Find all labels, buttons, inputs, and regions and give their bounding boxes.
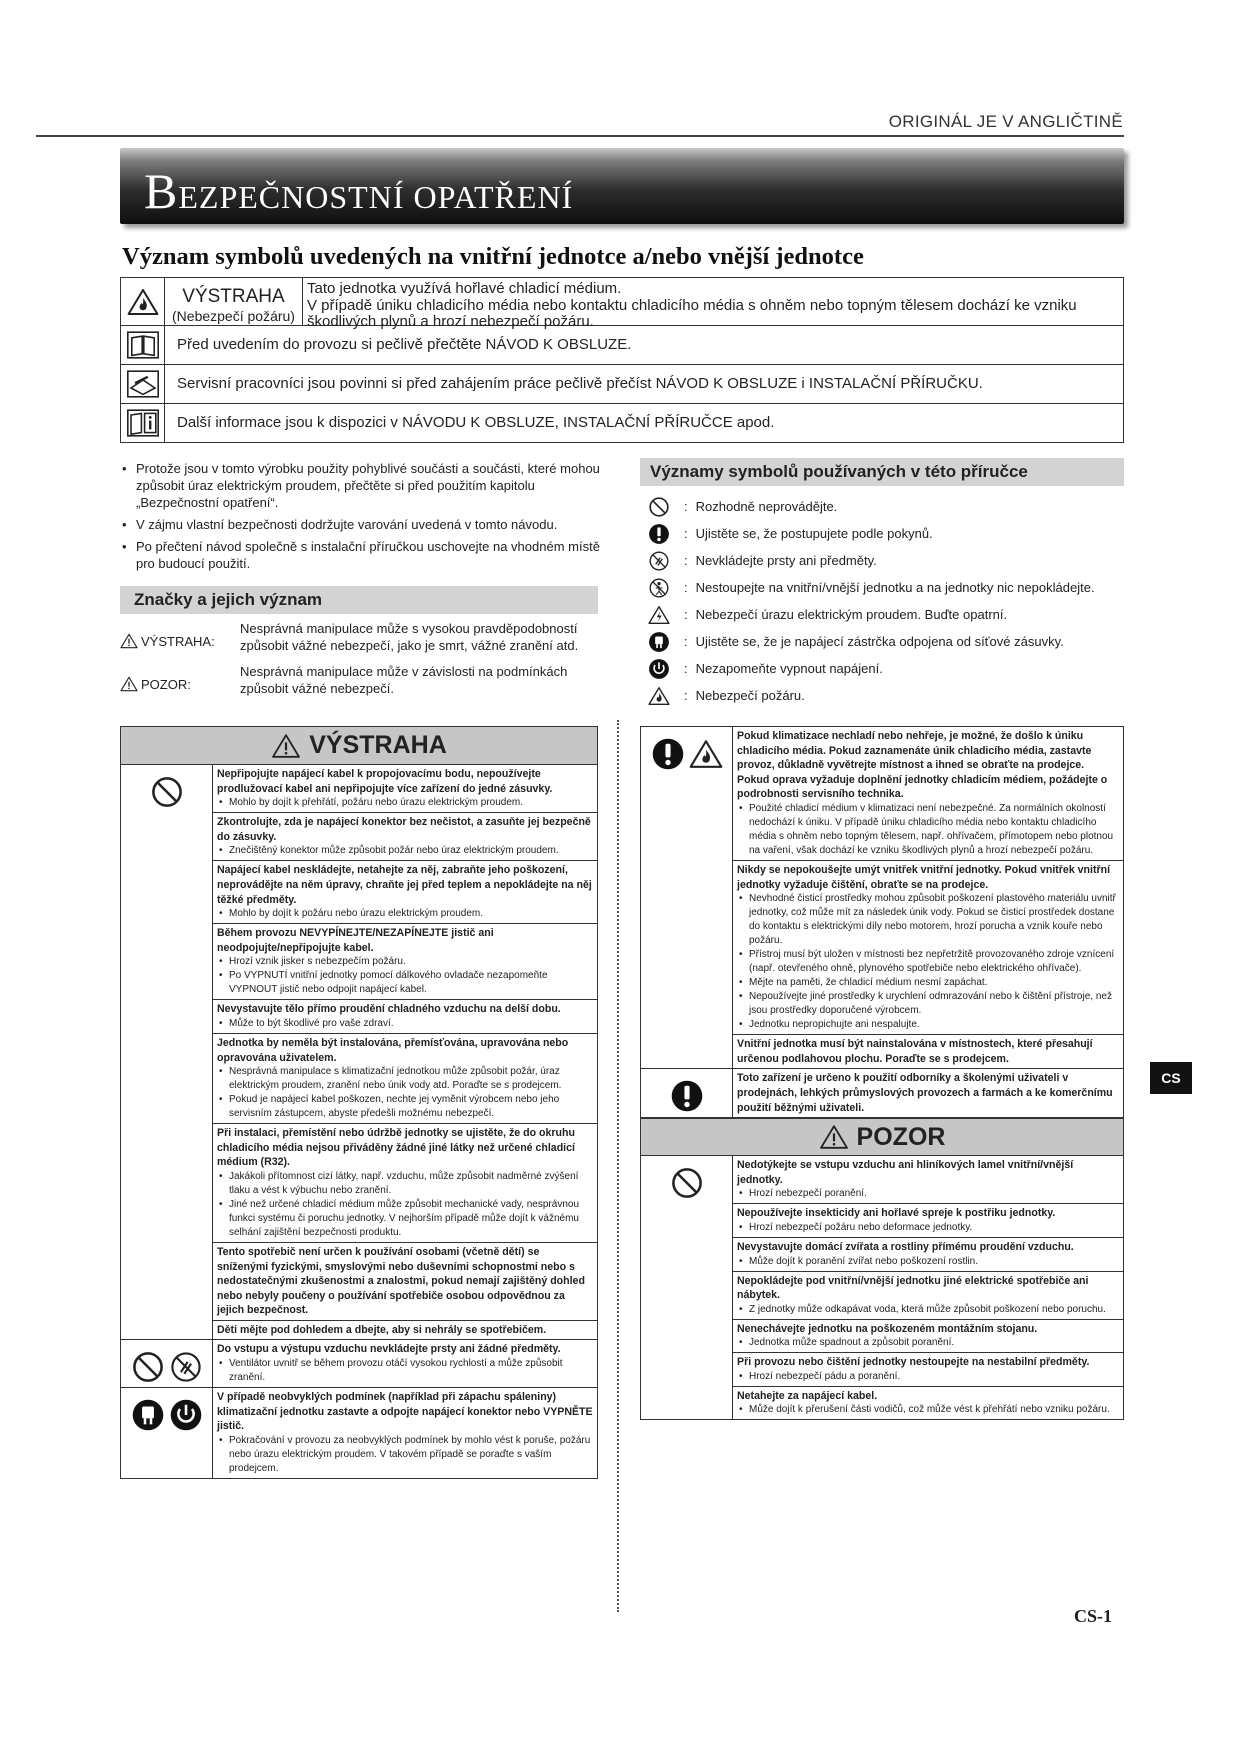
safety-item-title: Tento spotřebič není určen k používání osobami (včetně dětí) se sníženými fyzickými, smyslovými nebo duševními schopnostmi nebo s nedostatečnými zkušenostmi a znalostmi, pokud nemají zajištěný dohled nebo nebyly poučeny o používání spotřebiče osobou odpovědnou za jejich bezpečnost. bbox=[217, 1245, 585, 1317]
safety-item bbox=[213, 765, 597, 813]
symbols-row-text: Servisní pracovníci jsou povinni si před zahájením práce pečlivě přečíst NÁVOD K OBSLUZE i INSTALAČNÍ PŘÍRUČKU. bbox=[177, 375, 983, 392]
electric-shock-icon bbox=[648, 604, 670, 626]
meanings-list bbox=[648, 493, 1128, 709]
mark-row-caution bbox=[120, 663, 600, 697]
meaning-row: : Nebezpečí úrazu elektrickým proudem. Buďte opatrní. bbox=[648, 601, 1128, 628]
mark-label bbox=[120, 620, 240, 654]
safety-item-title: Nikdy se nepokoušejte umýt vnitřek vnitřní jednotky. Pokud vnitřek vnitřní jednotky vyžaduje čištění, obraťte se na prodejce. bbox=[737, 863, 1111, 891]
safety-item-bullet: • Jednotka může spadnout a způsobit poranění. bbox=[737, 1336, 1119, 1350]
safety-item-title: Nenechávejte jednotku na poškozeném montážním stojanu. bbox=[737, 1322, 1038, 1335]
safety-item-bullet: • Nevhodné čisticí prostředky mohou způsobit poškození plastového materiálu uvnitř jednotky, což může mít za následek únik vody. Pokud se čisticí prostředek dostane do kontaktu s elektrickými díly nebo motorem, hrozí porucha a vznik kouře nebo požáru. bbox=[737, 892, 1119, 948]
mandatory-icon bbox=[648, 523, 670, 545]
safety-item-title: Při provozu nebo čištění jednotky nestoupejte na nestabilní předměty. bbox=[737, 1356, 1090, 1369]
fire-hazard-icon bbox=[689, 737, 723, 771]
warning-box-title: VÝSTRAHA bbox=[309, 731, 447, 759]
warning-group-usage bbox=[641, 1069, 1123, 1118]
group-icons bbox=[641, 1156, 733, 1419]
page-number: CS-1 bbox=[1074, 1606, 1113, 1626]
safety-item bbox=[213, 1340, 597, 1387]
warning-group-refrigerant bbox=[641, 727, 1123, 1069]
safety-item-bullet: • Může to být škodlivé pro vaše zdraví. bbox=[217, 1017, 593, 1031]
meaning-text: Nestoupejte na vnitřní/vnější jednotku a na jednotky nic nepokládejte. bbox=[695, 580, 1095, 595]
warning-box-header bbox=[121, 727, 597, 765]
safety-item bbox=[213, 1321, 597, 1340]
power-off-icon bbox=[169, 1398, 203, 1432]
safety-item bbox=[733, 1320, 1123, 1354]
list-item: • Protože jsou v tomto výrobku použity pohyblivé součásti a součásti, které mohou způsobit úraz elektrickým proudem, přečtěte si před použitím kapitolu „Bezpečnostní opatření“. bbox=[120, 460, 600, 511]
safety-item bbox=[733, 1035, 1123, 1068]
mandatory-icon bbox=[670, 1079, 704, 1113]
group-icons bbox=[121, 1340, 213, 1387]
fire-hazard-icon bbox=[121, 278, 165, 325]
safety-item-title: Nepoužívejte insekticidy ani hořlavé spreje k postřiku jednotky. bbox=[737, 1207, 1056, 1220]
title-rest: EZPEČNOSTNÍ OPATŘENÍ bbox=[178, 179, 574, 215]
safety-item-bullet: • Jakákoli přítomnost cizí látky, např. vzduchu, může způsobit nadměrné zvýšení tlaku a vést k výbuchu nebo zranění. bbox=[217, 1170, 593, 1198]
safety-item-bullet: • Může dojít k poranění zvířat nebo poškození rostlin. bbox=[737, 1255, 1119, 1269]
group-icons bbox=[121, 765, 213, 1339]
mark-desc: Nesprávná manipulace může s vysokou pravděpodobností způsobit vážné nebezpečí, jako je smrt, vážné zranění atd. bbox=[240, 621, 579, 653]
prohibited-icon bbox=[670, 1166, 704, 1200]
meaning-text: Nevkládejte prsty ani předměty. bbox=[695, 553, 877, 568]
power-off-icon bbox=[648, 658, 670, 680]
meaning-text: Nebezpečí úrazu elektrickým proudem. Buďte opatrní. bbox=[695, 607, 1008, 622]
no-fingers-icon bbox=[169, 1350, 203, 1384]
mark-label-text: VÝSTRAHA: bbox=[141, 633, 215, 649]
safety-item-title: Nevystavujte domácí zvířata a rostliny přímému proudění vzduchu. bbox=[737, 1240, 1074, 1253]
safety-item-title: Děti mějte pod dohledem a dbejte, aby si nehrály se spotřebičem. bbox=[217, 1323, 547, 1336]
safety-item-bullet: • Přístroj musí být uložen v místnosti bez nepřetržitě provozovaného zdroje vznícení (např. otevřeného ohně, plynového spotřebiče nebo elektrického ohřívače). bbox=[737, 948, 1119, 976]
symbols-row-text: Další informace jsou k dispozici v NÁVODU K OBSLUZE, INSTALAČNÍ PŘÍRUČCE apod. bbox=[177, 414, 775, 431]
safety-item bbox=[733, 861, 1123, 1035]
list-item: • Po přečtení návod společně s instalační příručkou uschovejte na vhodném místě pro budoucí použití. bbox=[120, 538, 600, 572]
safety-item-bullet: • Pokračování v provozu za neobvyklých podmínek by mohlo vést k poruše, požáru nebo úrazu elektrickým proudem. V takovém případě se poraďte s vaším prodejcem. bbox=[217, 1434, 593, 1476]
symbols-table bbox=[120, 277, 1124, 443]
safety-item bbox=[213, 1243, 597, 1321]
safety-item-title: Během provozu NEVYPÍNEJTE/NEZAPÍNEJTE jistič ani neodpojujte/nepřipojujte kabel. bbox=[217, 927, 494, 954]
warning-line: V případě úniku chladicího média nebo kontaktu chladicího média s ohněm nebo topným tělesem dochází ke vzniku bbox=[307, 296, 1077, 314]
meaning-row: : Nebezpečí požáru. bbox=[648, 682, 1128, 709]
warning-box bbox=[120, 726, 598, 1479]
unplug-icon bbox=[131, 1398, 165, 1432]
group-icons bbox=[641, 1069, 733, 1117]
no-step-icon bbox=[648, 577, 670, 599]
group-items bbox=[733, 1156, 1123, 1419]
safety-item-title: Napájecí kabel neskládejte, netahejte za něj, zabraňte jeho poškození, neprovádějte na něm úpravy, chraňte jej před teplem a nepokládejte na něj těžké předměty. bbox=[217, 864, 592, 906]
meaning-text: Nezapomeňte vypnout napájení. bbox=[695, 661, 883, 676]
safety-item bbox=[213, 1388, 597, 1478]
mandatory-icon bbox=[651, 737, 685, 771]
warning-group-abnormal bbox=[121, 1388, 597, 1478]
safety-item bbox=[213, 861, 597, 924]
group-items bbox=[213, 1340, 597, 1387]
safety-item-bullet: • Pokud je napájecí kabel poškozen, nechte jej vyměnit výrobcem nebo jeho servisním zástupcem, abyste předešli možnému nebezpečí. bbox=[217, 1093, 593, 1121]
safety-item-title: Nepokládejte pod vnitřní/vnější jednotku jiné elektrické spotřebiče ani nábytek. bbox=[737, 1274, 1089, 1302]
meanings-heading: Významy symbolů používaných v této příručce bbox=[640, 458, 1124, 486]
warning-sublabel: (Nebezpečí požáru) bbox=[172, 308, 295, 324]
safety-item-bullet: • Po VYPNUTÍ vnitřní jednotky pomocí dálkového ovladače nezapomeňte VYPNOUT jistič nebo odpojit napájecí kabel. bbox=[217, 969, 593, 997]
section-subtitle: Význam symbolů uvedených na vnitřní jednotce a/nebo vnější jednotce bbox=[122, 243, 864, 270]
meaning-row: : Nestoupejte na vnitřní/vnější jednotku a na jednotky nic nepokládejte. bbox=[648, 574, 1128, 601]
group-items bbox=[733, 727, 1123, 1068]
safety-item-bullet: • Ventilátor uvnitř se během provozu otáčí vysokou rychlostí a může způsobit zranění. bbox=[217, 1357, 593, 1385]
safety-item bbox=[733, 1156, 1123, 1204]
no-fingers-icon bbox=[648, 550, 670, 572]
safety-item-bullet: • Nesprávná manipulace s klimatizační jednotkou může způsobit požár, úraz elektrickým proudem, zranění nebo únik vody atd. Poraďte se s prodejcem. bbox=[217, 1065, 593, 1093]
info-icon bbox=[121, 404, 165, 442]
warning-group-fingers bbox=[121, 1340, 597, 1388]
warning-triangle-icon bbox=[120, 633, 138, 649]
safety-item-bullet: • Může dojít k přerušení části vodičů, což může vést k přehřátí nebo vzniku požáru. bbox=[737, 1403, 1119, 1417]
group-icons bbox=[121, 1388, 213, 1478]
warning-label: VÝSTRAHA bbox=[182, 286, 285, 307]
safety-item bbox=[213, 813, 597, 861]
warning-line: Tato jednotka využívá hořlavé chladicí médium. bbox=[307, 280, 622, 297]
caution-triangle-icon bbox=[819, 1124, 849, 1150]
safety-item bbox=[733, 1387, 1123, 1420]
safety-item-title: Zkontrolujte, zda je napájecí konektor bez nečistot, a zasuňte jej bezpečně do zásuvky. bbox=[217, 816, 591, 843]
group-items bbox=[213, 1388, 597, 1478]
meaning-text: Ujistěte se, že je napájecí zástrčka odpojena od síťové zásuvky. bbox=[695, 634, 1064, 649]
safety-item bbox=[213, 924, 597, 1000]
safety-item-title: Do vstupu a výstupu vzduchu nevkládejte prsty ani žádné předměty. bbox=[217, 1343, 561, 1356]
mark-desc: Nesprávná manipulace může v závislosti na podmínkách způsobit vážné nebezpečí. bbox=[240, 664, 568, 696]
safety-item-title: Netahejte za napájecí kabel. bbox=[737, 1389, 878, 1402]
safety-item-bullet: • Z jednotky může odkapávat voda, která může způsobit poškození nebo poruchu. bbox=[737, 1303, 1119, 1317]
safety-item-title: Jednotka by neměla být instalována, přemísťována, upravována nebo opravována uživatelem. bbox=[217, 1036, 569, 1064]
meaning-row: : Nezapomeňte vypnout napájení. bbox=[648, 655, 1128, 682]
meaning-row: : Rozhodně neprovádějte. bbox=[648, 493, 1128, 520]
caution-triangle-icon bbox=[120, 676, 138, 692]
mark-label bbox=[120, 663, 240, 697]
language-tab[interactable]: CS bbox=[1150, 1062, 1192, 1094]
caution-group bbox=[641, 1156, 1123, 1419]
column-divider bbox=[617, 720, 619, 1612]
safety-item-bullet: • Hrozí vznik jisker s nebezpečím požáru. bbox=[217, 955, 593, 969]
safety-item-bullet: • Použité chladicí médium v klimatizaci není nebezpečné. Za normálních okolností nedochází k úniku. V případě úniku chladicího média nebo kontaktu chladicího média s ohněm nebo topným tělesem, např. ohřívačem, přímotopem nebo plotnou na vaření, však dochází ke vzniku škodlivých plynů a hrozí nebezpečí požáru. bbox=[737, 802, 1119, 858]
safety-item-bullet: • Mějte na paměti, že chladicí médium nesmí zapáchat. bbox=[737, 976, 1119, 990]
meaning-row: : Ujistěte se, že postupujete podle pokynů. bbox=[648, 520, 1128, 547]
prohibited-icon bbox=[648, 496, 670, 518]
list-item: • V zájmu vlastní bezpečnosti dodržujte varování uvedená v tomto návodu. bbox=[120, 516, 600, 533]
right-warning-box bbox=[640, 726, 1124, 1420]
group-items bbox=[213, 765, 597, 1339]
safety-item bbox=[213, 1000, 597, 1034]
symbols-row-text: Před uvedením do provozu si pečlivě přečtěte NÁVOD K OBSLUZE. bbox=[177, 336, 632, 353]
safety-item-bullet: • Nepoužívejte jiné prostředky k urychlení odmrazování nebo k čištění přístroje, než jsou prostředky doporučené výrobcem. bbox=[737, 990, 1119, 1018]
safety-item bbox=[733, 1069, 1123, 1117]
safety-item bbox=[733, 1238, 1123, 1272]
service-manual-icon bbox=[121, 365, 165, 403]
safety-item bbox=[733, 1353, 1123, 1387]
safety-item-title: Nepřipojujte napájecí kabel k propojovacímu bodu, nepoužívejte prodlužovací kabel ani nepřipojujte více zařízení do jedné zásuvky. bbox=[217, 768, 553, 795]
safety-item-title: Při instalaci, přemístění nebo údržbě jednotky se ujistěte, že do okruhu chladicího média nejsou přiváděny žádné jiné látky než určené chladicí médium (R32). bbox=[217, 1127, 575, 1169]
title-initial: B bbox=[144, 163, 179, 219]
safety-item-bullet: • Jiné než určené chladicí médium může způsobit mechanické vady, nesprávnou funkci systému či poruchu jednotky. V nejhorším případě může dojít k vážnému selhání zajištění bezpečnosti produktu. bbox=[217, 1198, 593, 1240]
meaning-row: : Ujistěte se, že je napájecí zástrčka odpojena od síťové zásuvky. bbox=[648, 628, 1128, 655]
safety-item-bullet: • Mohlo by dojít k přehřátí, požáru nebo úrazu elektrickým proudem. bbox=[217, 796, 593, 810]
warning-text bbox=[303, 278, 1123, 330]
safety-item-title: V případě neobvyklých podmínek (například při zápachu spáleniny) klimatizační jednotku zastavte a odpojte napájecí konektor nebo VYPNĚTE jistič. bbox=[217, 1391, 593, 1433]
meaning-text: Rozhodně neprovádějte. bbox=[695, 499, 838, 514]
safety-item-bullet: • Hrozí nebezpečí požáru nebo deformace jednotky. bbox=[737, 1221, 1119, 1235]
warning-group-prohibited bbox=[121, 765, 597, 1340]
meaning-text: Nebezpečí požáru. bbox=[695, 688, 805, 703]
symbols-row-info bbox=[121, 404, 1123, 442]
warning-line: škodlivých plynů a hrozí nebezpečí požáru. bbox=[307, 313, 594, 330]
page-title bbox=[144, 162, 573, 220]
book-icon bbox=[121, 326, 165, 364]
safety-item-title: Nevystavujte tělo přímo proudění chladného vzduchu na delší dobu. bbox=[217, 1003, 561, 1016]
page-title-banner bbox=[120, 148, 1124, 224]
safety-item bbox=[213, 1124, 597, 1243]
original-language-note: ORIGINÁL JE V ANGLIČTINĚ bbox=[888, 112, 1123, 131]
prohibited-icon bbox=[131, 1350, 165, 1384]
warning-triangle-icon bbox=[271, 733, 301, 759]
symbols-row-manual bbox=[121, 326, 1123, 365]
marks-heading: Značky a jejich význam bbox=[120, 586, 598, 614]
safety-item bbox=[733, 1272, 1123, 1320]
group-icons bbox=[641, 727, 733, 1068]
safety-item bbox=[733, 727, 1123, 861]
safety-item-bullet: • Jednotku nepropichujte ani nespalujte. bbox=[737, 1018, 1119, 1032]
meaning-text: Ujistěte se, že postupujete podle pokynů. bbox=[695, 526, 933, 541]
safety-item-bullet: • Znečištěný konektor může způsobit požár nebo úraz elektrickým proudem. bbox=[217, 844, 593, 858]
caution-box-header bbox=[641, 1118, 1123, 1156]
group-items bbox=[733, 1069, 1123, 1117]
unplug-icon bbox=[648, 631, 670, 653]
mark-label-text: POZOR: bbox=[141, 676, 191, 692]
symbols-row-service bbox=[121, 365, 1123, 404]
meaning-row: : Nevkládejte prsty ani předměty. bbox=[648, 547, 1128, 574]
safety-item-title: Vnitřní jednotka musí být nainstalována v místnostech, které přesahují určenou podlahovou plochu. Poraďte se s prodejcem. bbox=[737, 1038, 1093, 1065]
safety-item bbox=[733, 1204, 1123, 1238]
mark-row-warning bbox=[120, 620, 600, 654]
safety-item-bullet: • Mohlo by dojít k požáru nebo úrazu elektrickým proudem. bbox=[217, 907, 593, 921]
symbols-row-warning bbox=[121, 278, 1123, 330]
fire-hazard-icon bbox=[648, 685, 670, 707]
header-rule bbox=[36, 135, 1124, 137]
safety-item-title: Nedotýkejte se vstupu vzduchu ani hliníkových lamel vnitřní/vnější jednotky. bbox=[737, 1159, 1074, 1186]
caution-box-title: POZOR bbox=[856, 1122, 946, 1151]
prohibited-icon bbox=[150, 775, 184, 809]
safety-item bbox=[213, 1034, 597, 1124]
safety-item-bullet: • Hrozí nebezpečí pádu a poranění. bbox=[737, 1370, 1119, 1384]
safety-item-title: Toto zařízení je určeno k použití odborníky a školenými uživateli v prodejnách, lehkých průmyslových provozech a farmách a ke komerčnímu použití běžnými uživateli. bbox=[737, 1072, 1113, 1114]
warning-label-cell bbox=[165, 278, 303, 325]
intro-list bbox=[120, 460, 600, 577]
marks-list bbox=[120, 620, 600, 706]
safety-item-bullet: • Hrozí nebezpečí poranění. bbox=[737, 1187, 1119, 1201]
safety-item-title: Pokud klimatizace nechladí nebo nehřeje, je možné, že došlo k úniku chladicího média. Pokud zaznamenáte únik chladicího média, zastavte provoz, důkladně vyvětrejte místnost a ihned se obraťte na prodejce. Pokud oprava vyžaduje doplnění jednotky chladicím médiem, požádejte o podrobnosti servisního technika. bbox=[737, 730, 1108, 801]
